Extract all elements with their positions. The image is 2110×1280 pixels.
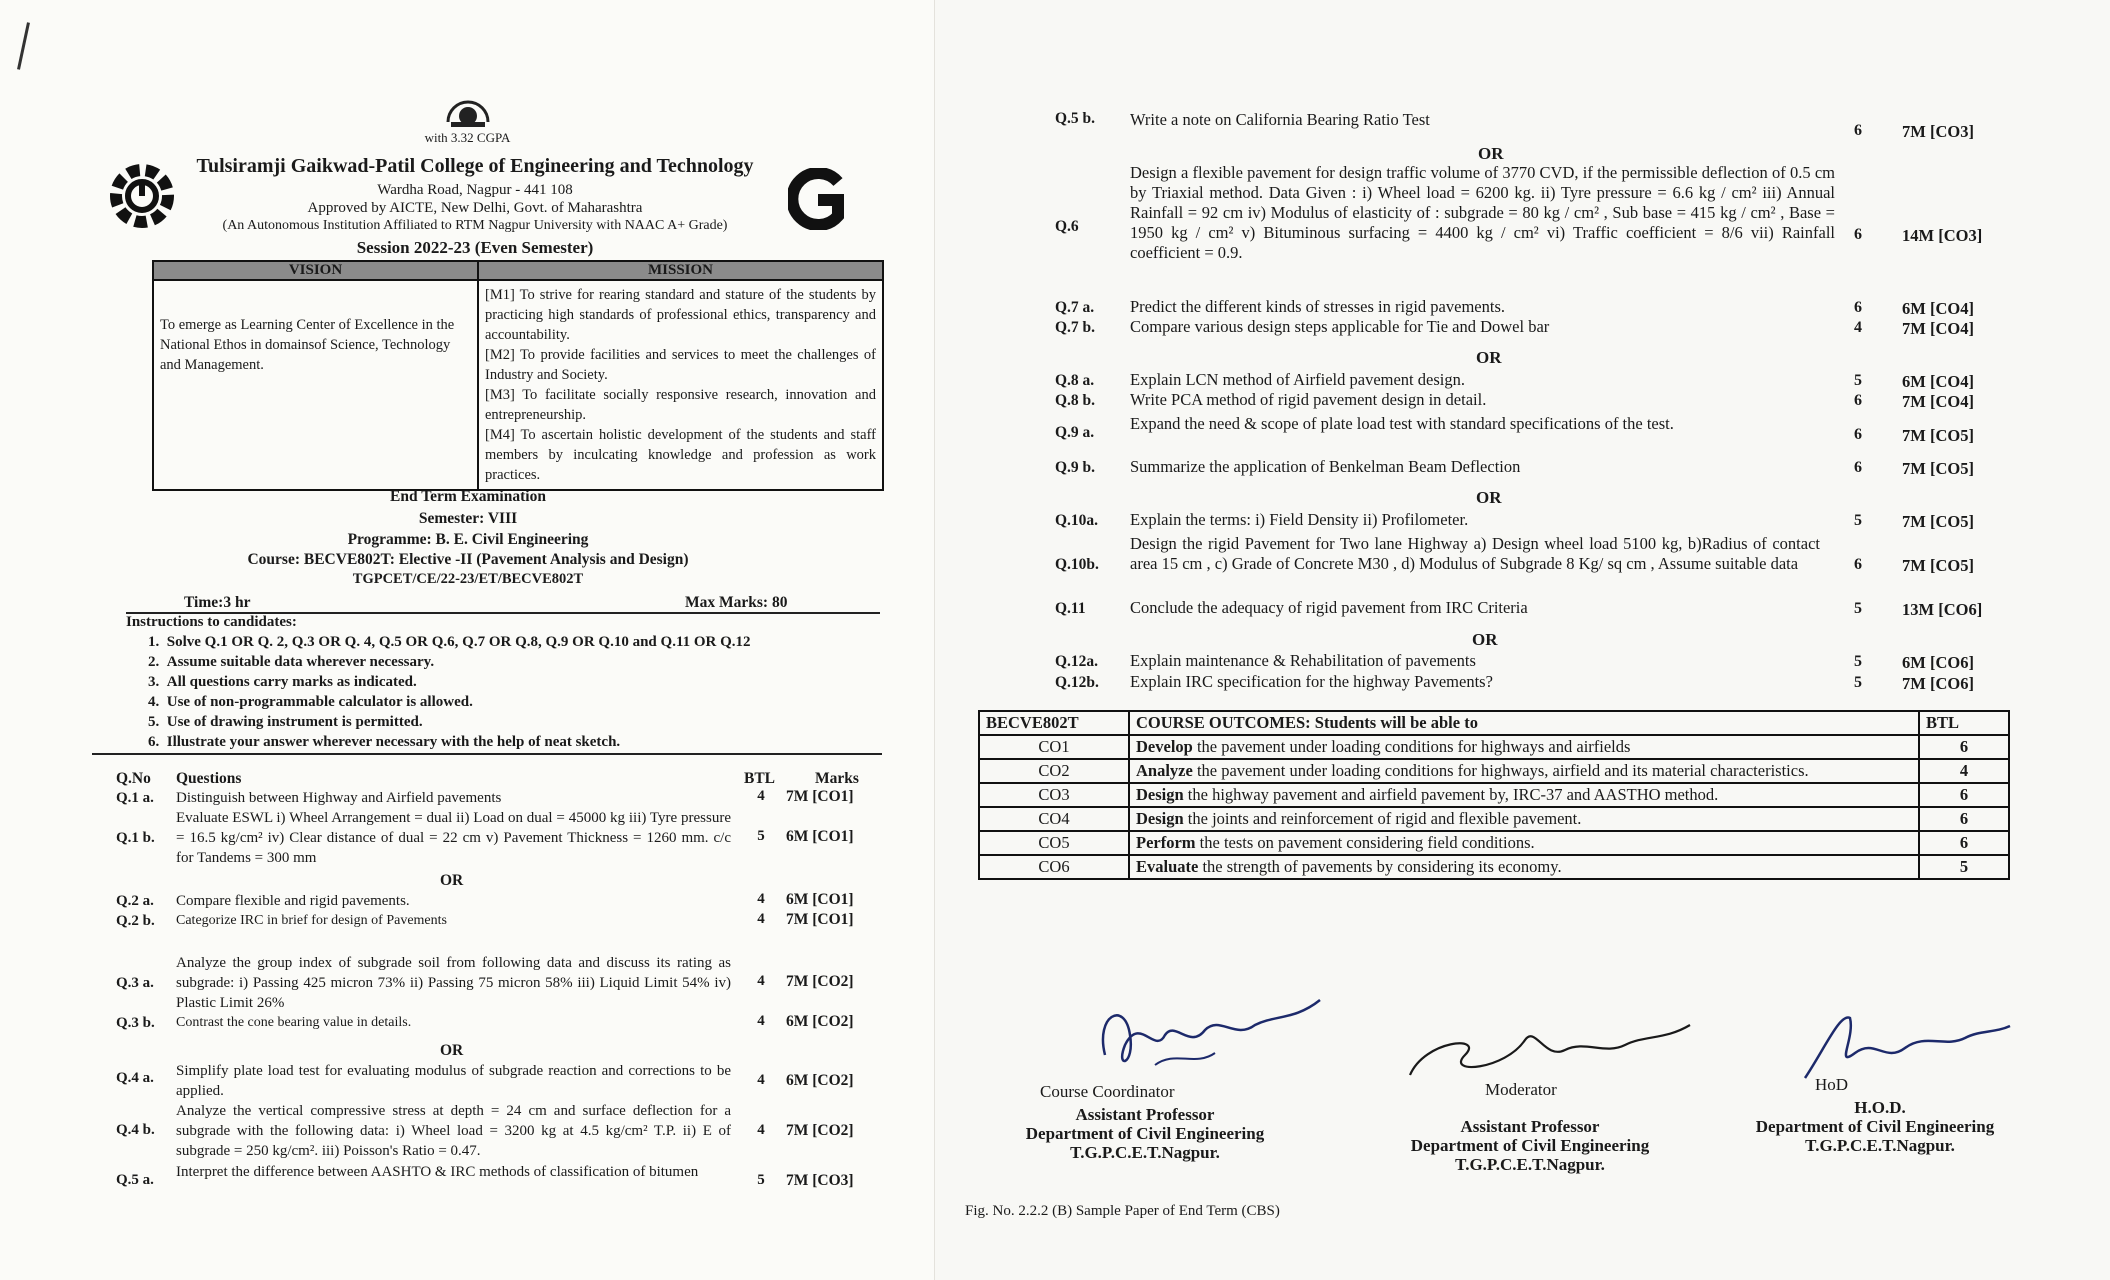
co-verb: Perform <box>1136 833 1196 852</box>
figure-caption: Fig. No. 2.2.2 (B) Sample Paper of End Term (CBS) <box>965 1203 1280 1219</box>
naac-note: with 3.32 CGPA <box>424 130 511 145</box>
or-separator: OR <box>440 872 464 889</box>
co-code: CO3 <box>979 783 1129 807</box>
marks-header: Marks <box>815 770 859 787</box>
question-text: Compare various design steps applicable for Tie and Dowel bar <box>1130 317 1550 336</box>
question-btl: 4 <box>1854 319 1862 336</box>
question-text: Expand the need & scope of plate load test with standard specifications of the test. <box>1130 414 1674 433</box>
instruction-num: 1. <box>148 634 160 650</box>
question-number: Q.7 b. <box>1055 319 1096 336</box>
co-code: CO5 <box>979 831 1129 855</box>
question-text: Evaluate ESWL i) Wheel Arrangement = dual ii) Load on dual = 45000 kg iii) Tyre pressure = 16.5 kg/cm² iv) Clear distance of dual = 22 cm v) Pavement Thickness = 1260 mm. c/c for Tandems = 300 mm <box>176 810 731 866</box>
divider <box>92 753 882 755</box>
exam-time: Time:3 hr <box>184 594 251 611</box>
question-text: Summarize the application of Benkelman Beam Deflection <box>1130 457 1521 476</box>
instruction-num: 4. <box>148 694 160 710</box>
question-marks: 6M [CO4] <box>1902 372 1974 391</box>
co-text: the pavement under loading conditions for highways, airfield and its material characteristics. <box>1192 761 1809 780</box>
exam-max-marks: Max Marks: 80 <box>685 594 788 611</box>
table-row <box>979 735 2009 759</box>
question-text: Analyze the group index of subgrade soil from following data and discuss its rating as subgrade: i) Passing 425 micron 73% ii) Passing 75 micron 58% iii) Liquid Limit 54% iv) Plastic Limit 26% <box>176 955 731 1011</box>
question-marks: 6M [CO2] <box>786 1013 854 1030</box>
instruction-text: All questions carry marks as indicated. <box>166 674 417 690</box>
questions-header: Questions <box>176 770 242 787</box>
question-number: Q.8 a. <box>1055 372 1095 389</box>
g-logo-icon <box>788 168 844 230</box>
signatory-role: Moderator <box>1485 1080 1557 1099</box>
question-btl: 6 <box>1854 226 1862 243</box>
question-btl: 4 <box>757 1122 765 1138</box>
question-number: Q.6 <box>1055 218 1079 235</box>
co-text: the pavement under loading conditions for highways and airfields <box>1192 737 1631 756</box>
or-separator: OR <box>440 1042 464 1059</box>
hod-signature-icon <box>1795 1008 2015 1083</box>
question-marks: 7M [CO5] <box>1902 512 1974 531</box>
left-page <box>0 0 935 1280</box>
question-text: Design the rigid Pavement for Two lane Highway a) Design wheel load 5100 kg, b)Radius of contact area 15 cm , c) Grade of Concrete M30 , d) Modulus of Subgrade 8 Kg/ sq cm , Assume suitable data <box>1130 534 1820 573</box>
question-marks: 13M [CO6] <box>1902 600 1983 619</box>
question-number: Q.7 a. <box>1055 299 1095 316</box>
question-btl: 5 <box>1854 372 1862 389</box>
question-marks: 7M [CO2] <box>786 973 854 990</box>
mission-heading: MISSION <box>478 261 883 280</box>
question-btl: 4 <box>757 973 765 989</box>
question-btl: 4 <box>757 891 765 907</box>
question-btl: 5 <box>1854 512 1862 529</box>
instruction-text: Solve Q.1 OR Q. 2, Q.3 OR Q. 4, Q.5 OR Q.6, Q.7 OR Q.8, Q.9 OR Q.10 and Q.11 OR Q.12 <box>166 634 751 650</box>
signatory-title: Assistant Professor <box>1460 1117 1600 1136</box>
question-marks: 6M [CO6] <box>1902 653 1974 672</box>
question-number: Q.1 a. <box>116 790 154 806</box>
or-separator: OR <box>1478 144 1504 163</box>
question-marks: 6M [CO1] <box>786 828 854 845</box>
question-text: Write PCA method of rigid pavement design in detail. <box>1130 390 1487 409</box>
coordinator-signature-icon <box>1095 995 1325 1080</box>
exam-code: TGPCET/CE/22-23/ET/BECVE802T <box>352 571 584 587</box>
college-gear-logo-icon <box>102 156 182 236</box>
question-text: Write a note on California Bearing Ratio Test <box>1130 110 1430 129</box>
instruction-num: 3. <box>148 674 160 690</box>
instruction-text: Assume suitable data wherever necessary. <box>166 654 435 670</box>
approval-line: Approved by AICTE, New Delhi, Govt. of Maharashtra <box>307 200 643 216</box>
question-marks: 6M [CO1] <box>786 891 854 908</box>
question-number: Q.3 b. <box>116 1015 155 1031</box>
mission-m3: [M3] To facilitate socially responsive research, innovation and entrepreneurship. <box>485 387 876 423</box>
co-btl: 6 <box>1919 807 2009 831</box>
question-text: Contrast the cone bearing value in details. <box>176 1015 412 1030</box>
question-text: Explain IRC specification for the highway Pavements? <box>1130 672 1493 691</box>
signatory-role: Course Coordinator <box>1040 1082 1175 1101</box>
signatory-title: Assistant Professor <box>1075 1105 1215 1124</box>
question-number: Q.8 b. <box>1055 392 1096 409</box>
question-number: Q.12a. <box>1055 653 1099 670</box>
pen-mark <box>17 22 30 70</box>
question-marks: 7M [CO5] <box>1902 556 1974 575</box>
question-marks: 7M [CO2] <box>786 1122 854 1139</box>
instructions-heading: Instructions to candidates: <box>126 614 297 630</box>
question-number: Q.3 a. <box>116 975 154 991</box>
mission-m2: [M2] To provide facilities and services to meet the challenges of Industry and Society. <box>485 347 876 383</box>
exam-title: End Term Examination <box>390 488 546 505</box>
question-number: Q.9 a. <box>1055 424 1095 441</box>
college-address: Wardha Road, Nagpur - 441 108 <box>377 182 573 198</box>
course-outcomes-table <box>978 710 2010 880</box>
or-separator: OR <box>1476 488 1502 507</box>
co-verb: Design <box>1136 785 1184 804</box>
question-text: Design a flexible pavement for design traffic volume of 3770 CVD, if the permissible deflection of 0.5 cm by Triaxial method. Data Given : i) Wheel load = 6200 kg. ii) Tyre pressure = 6.6 kg / cm² iii) Annual Rainfall = 92 cm iv) Modulus of elasticity of : subgrade = 80 kg / cm² , Sub base = 415 kg / cm² , Base = 1950 kg / cm² v) Bituminous surfacing = 4400 kg / cm² vi) Traffic coefficient = 8/6 vii) Rainfall coefficient = 0.9. <box>1130 163 1835 262</box>
question-btl: 6 <box>1854 556 1862 573</box>
instruction-text: Illustrate your answer wherever necessary with the help of neat sketch. <box>166 734 621 750</box>
question-text: Interpret the difference between AASHTO & IRC methods of classification of bitumen <box>176 1164 699 1180</box>
instruction-num: 2. <box>148 654 160 670</box>
question-marks: 7M [CO5] <box>1902 426 1974 445</box>
question-text: Explain LCN method of Airfield pavement design. <box>1130 370 1465 389</box>
question-number: Q.4 b. <box>116 1122 155 1138</box>
co-verb: Develop <box>1136 737 1193 756</box>
question-marks: 7M [CO1] <box>786 788 854 805</box>
question-number: Q.5 a. <box>116 1172 154 1188</box>
question-number: Q.2 b. <box>116 913 155 929</box>
signatory-role: HoD <box>1815 1075 1849 1094</box>
question-number: Q.1 b. <box>116 830 155 846</box>
question-text: Predict the different kinds of stresses in rigid pavements. <box>1130 297 1505 316</box>
table-row <box>979 831 2009 855</box>
question-marks: 6M [CO4] <box>1902 299 1974 318</box>
question-number: Q.9 b. <box>1055 459 1096 476</box>
qno-header: Q.No <box>116 770 151 787</box>
question-number: Q.2 a. <box>116 893 154 909</box>
question-number: Q.12b. <box>1055 674 1099 691</box>
question-btl: 4 <box>757 911 765 927</box>
question-number: Q.10b. <box>1055 556 1099 573</box>
mission-m4: [M4] To ascertain holistic development of the students and staff members by inculcating knowledge and profession as work practices. <box>485 427 876 483</box>
co-text: the joints and reinforcement of rigid and flexible pavement. <box>1183 809 1582 828</box>
signatory-inst: T.G.P.C.E.T.Nagpur. <box>1455 1155 1605 1174</box>
college-name: Tulsiramji Gaikwad-Patil College of Engineering and Technology <box>196 155 754 177</box>
question-marks: 6M [CO2] <box>786 1072 854 1089</box>
question-text: Simplify plate load test for evaluating modulus of subgrade reaction and corrections to be applied. <box>176 1063 731 1099</box>
autonomy-line: (An Autonomous Institution Affiliated to RTM Nagpur University with NAAC A+ Grade) <box>222 218 728 233</box>
co-btl: 5 <box>1919 855 2009 879</box>
co-header-btl: BTL <box>1919 711 2009 735</box>
signatory-dept: Department of Civil Engineering <box>1025 1124 1265 1143</box>
question-btl: 5 <box>757 1172 765 1188</box>
table-row <box>979 855 2009 879</box>
question-text: Conclude the adequacy of rigid pavement from IRC Criteria <box>1130 598 1528 617</box>
co-header-code: BECVE802T <box>979 711 1129 735</box>
mission-m1: [M1] To strive for rearing standard and stature of the students by practicing high standards of professional ethics, transparency and accountability. <box>485 287 876 343</box>
signatory-inst: T.G.P.C.E.T.Nagpur. <box>1070 1143 1220 1162</box>
question-btl: 5 <box>1854 653 1862 670</box>
question-btl: 5 <box>757 828 765 844</box>
question-btl: 4 <box>757 1013 765 1029</box>
question-text: Distinguish between Highway and Airfield pavements <box>176 790 502 806</box>
question-btl: 6 <box>1854 459 1862 476</box>
instruction-text: Use of drawing instrument is permitted. <box>166 714 423 730</box>
question-number: Q.5 b. <box>1055 110 1096 127</box>
question-text: Explain the terms: i) Field Density ii) Profilometer. <box>1130 510 1469 529</box>
or-separator: OR <box>1472 630 1498 649</box>
question-marks: 7M [CO5] <box>1902 459 1974 478</box>
vision-text: To emerge as Learning Center of Excellence in the National Ethos in domainsof Science, Technology and Management. <box>153 280 478 490</box>
question-number: Q.11 <box>1055 600 1086 617</box>
or-separator: OR <box>1476 348 1502 367</box>
co-btl: 6 <box>1919 735 2009 759</box>
question-number: Q.10a. <box>1055 512 1099 529</box>
signatory-dept: Department of Civil Engineering <box>1755 1117 1995 1136</box>
btl-header: BTL <box>744 770 776 787</box>
question-btl: 4 <box>757 788 765 804</box>
exam-programme: Programme: B. E. Civil Engineering <box>347 531 589 548</box>
co-btl: 4 <box>1919 759 2009 783</box>
co-verb: Evaluate <box>1136 857 1199 876</box>
co-btl: 6 <box>1919 831 2009 855</box>
instruction-text: Use of non-programmable calculator is allowed. <box>166 694 473 710</box>
table-row <box>979 807 2009 831</box>
question-text: Categorize IRC in brief for design of Pavements <box>176 913 447 928</box>
co-code: CO1 <box>979 735 1129 759</box>
co-text: the strength of pavements by considering its economy. <box>1198 857 1562 876</box>
question-btl: 6 <box>1854 392 1862 409</box>
co-code: CO2 <box>979 759 1129 783</box>
signatory-title: H.O.D. <box>1854 1098 1906 1117</box>
question-btl: 4 <box>757 1072 765 1088</box>
co-verb: Analyze <box>1136 761 1193 780</box>
instruction-num: 6. <box>148 734 160 750</box>
naac-logo-icon <box>443 92 493 130</box>
moderator-signature-icon <box>1405 1010 1695 1085</box>
co-btl: 6 <box>1919 783 2009 807</box>
co-text: the tests on pavement considering field conditions. <box>1195 833 1535 852</box>
question-btl: 6 <box>1854 299 1862 316</box>
question-marks: 7M [CO4] <box>1902 392 1974 411</box>
vision-heading: VISION <box>153 261 478 280</box>
co-code: CO4 <box>979 807 1129 831</box>
question-text: Explain maintenance & Rehabilitation of pavements <box>1130 651 1476 670</box>
question-marks: 7M [CO6] <box>1902 674 1974 693</box>
vision-mission-table <box>152 260 884 491</box>
question-text: Compare flexible and rigid pavements. <box>176 893 410 909</box>
question-btl: 5 <box>1854 674 1862 691</box>
question-btl: 6 <box>1854 122 1862 139</box>
instruction-num: 5. <box>148 714 160 730</box>
co-header-text: COURSE OUTCOMES: Students will be able to <box>1129 711 1919 735</box>
signatory-inst: T.G.P.C.E.T.Nagpur. <box>1805 1136 1955 1155</box>
session-line: Session 2022-23 (Even Semester) <box>356 238 594 257</box>
signatory-dept: Department of Civil Engineering <box>1410 1136 1650 1155</box>
question-marks: 7M [CO3] <box>786 1172 854 1189</box>
question-text: Analyze the vertical compressive stress at depth = 24 cm and surface deflection for a subgrade with the following data: i) Wheel load = 3200 kg at 4.5 kg/cm² T.P. ii) E of subgrade = 250 kg/cm². iii) Poisson's Ratio = 0.47. <box>176 1103 731 1159</box>
co-code: CO6 <box>979 855 1129 879</box>
question-marks: 7M [CO3] <box>1902 122 1974 141</box>
exam-course: Course: BECVE802T: Elective -II (Pavement Analysis and Design) <box>247 551 689 568</box>
question-btl: 6 <box>1854 426 1862 443</box>
co-text: the highway pavement and airfield pavement by, IRC-37 and AASTHO method. <box>1183 785 1719 804</box>
question-marks: 14M [CO3] <box>1902 226 1983 245</box>
table-row <box>979 759 2009 783</box>
exam-semester: Semester: VIII <box>418 510 518 527</box>
table-row <box>979 783 2009 807</box>
question-marks: 7M [CO4] <box>1902 319 1974 338</box>
co-verb: Design <box>1136 809 1184 828</box>
question-number: Q.4 a. <box>116 1070 154 1086</box>
question-btl: 5 <box>1854 600 1862 617</box>
question-marks: 7M [CO1] <box>786 911 854 928</box>
